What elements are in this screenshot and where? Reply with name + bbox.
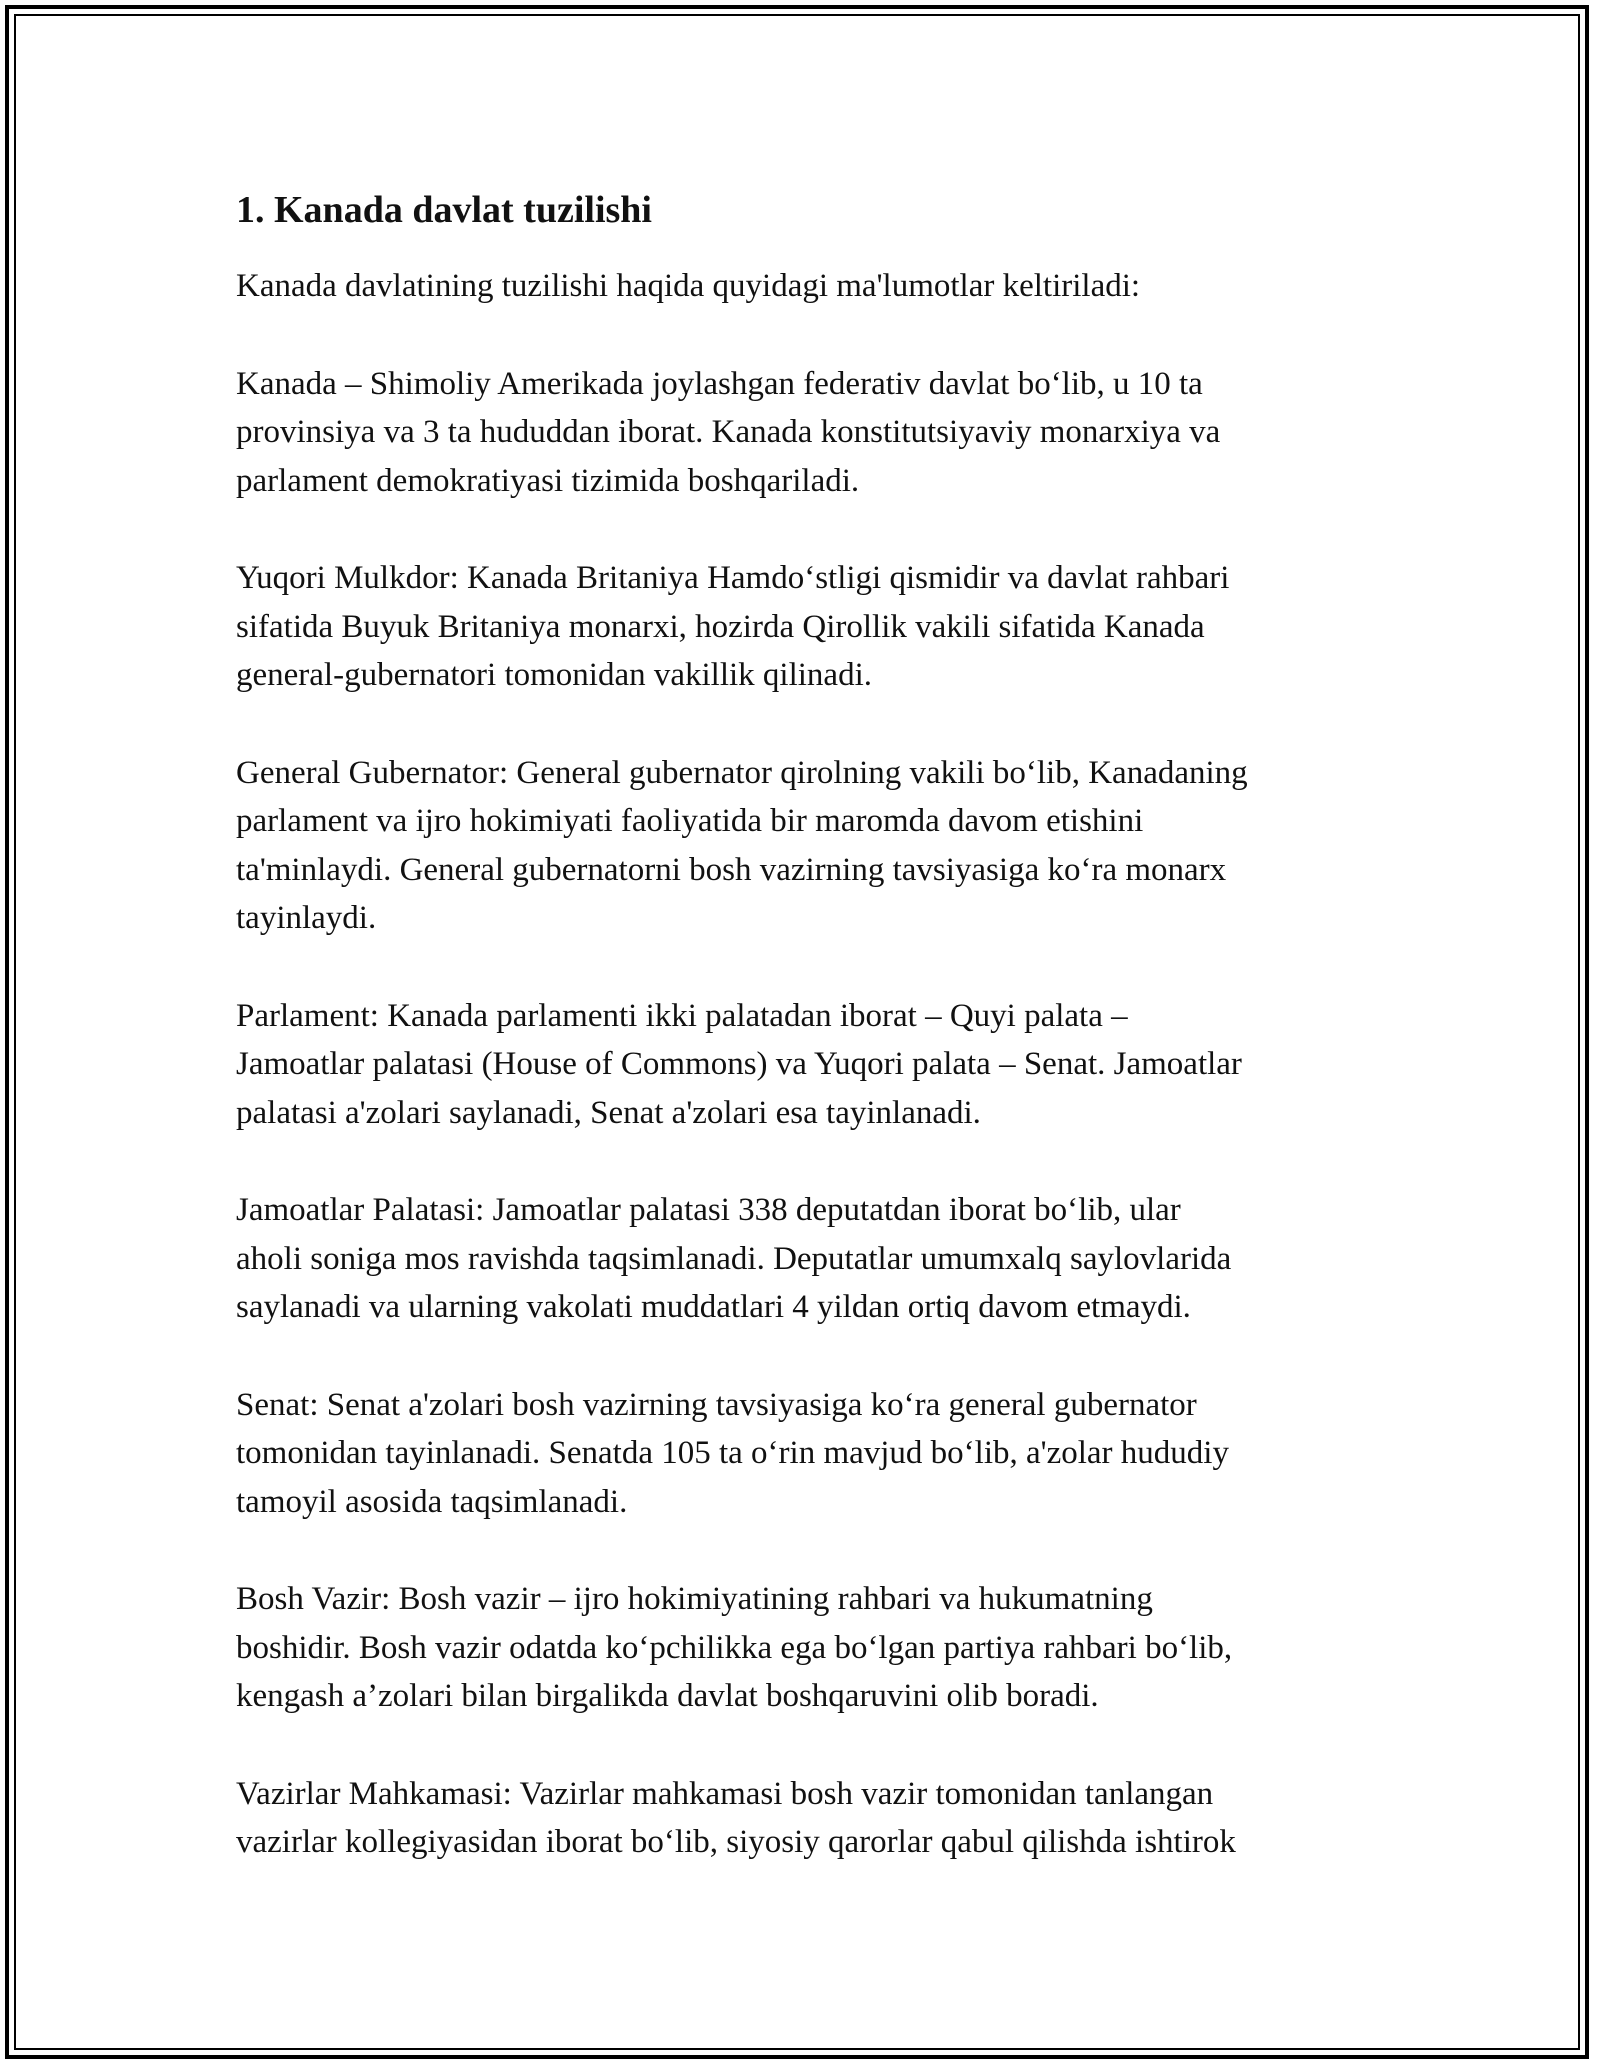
text-line: vazirlar kollegiyasidan iborat bo‘lib, siyosiy qarorlar qabul qilishda ishtirok bbox=[236, 1824, 1236, 1860]
paragraph-kanada bbox=[236, 360, 1376, 506]
text-line: Senat: Senat a'zolari bosh vazirning tavsiyasiga ko‘ra general gubernator bbox=[236, 1386, 1197, 1423]
text-line: provinsiya va 3 ta hududdan iborat. Kanada konstitutsiyaviy monarxiya va bbox=[236, 414, 1221, 450]
text-line: tomonidan tayinlanadi. Senatda 105 ta o‘rin mavjud bo‘lib, a'zolar hududiy bbox=[236, 1435, 1229, 1471]
text-line: tamoyil asosida taqsimlanadi. bbox=[236, 1483, 628, 1520]
text-line: Bosh Vazir: Bosh vazir – ijro hokimiyatining rahbari va hukumatning bbox=[236, 1581, 1153, 1617]
paragraph-intro bbox=[236, 262, 1376, 311]
text-line: palatasi a'zolari saylanadi, Senat a'zolari esa tayinlanadi. bbox=[236, 1094, 981, 1131]
text-line: general-gubernatori tomonidan vakillik qilinadi. bbox=[236, 657, 872, 693]
text-line: Jamoatlar palatasi (House of Commons) va Yuqori palata – Senat. Jamoatlar bbox=[236, 1046, 1242, 1082]
text-line: Parlament: Kanada parlamenti ikki palatadan iborat – Quyi palata – bbox=[236, 997, 1128, 1034]
paragraph-general-gubernator bbox=[236, 749, 1376, 943]
text-line: Kanada davlatining tuzilishi haqida quyidagi ma'lumotlar keltiriladi: bbox=[236, 268, 1141, 304]
paragraph-bosh-vazir bbox=[236, 1575, 1376, 1721]
text-line: parlament demokratiyasi tizimida boshqariladi. bbox=[236, 462, 860, 499]
text-line: parlament va ijro hokimiyati faoliyatida bir maromda davom etishini bbox=[236, 803, 1144, 839]
paragraph-yuqori-mulkdor bbox=[236, 554, 1376, 700]
text-line: Yuqori Mulkdor: Kanada Britaniya Hamdo‘stligi qismidir va davlat rahbari bbox=[236, 560, 1230, 596]
text-line: Kanada – Shimoliy Amerikada joylashgan federativ davlat bo‘lib, u 10 ta bbox=[236, 365, 1203, 402]
text-line: General Gubernator: General gubernator qirolning vakili bo‘lib, Kanadaning bbox=[236, 754, 1248, 791]
text-line: boshidir. Bosh vazir odatda ko‘pchilikka ega bo‘lgan partiya rahbari bo‘lib, bbox=[236, 1629, 1233, 1666]
paragraph-jamoatlar-palatasi bbox=[236, 1186, 1376, 1332]
document-body bbox=[236, 186, 1376, 1916]
paragraph-parlament bbox=[236, 992, 1376, 1138]
text-line: tayinlaydi. bbox=[236, 900, 377, 936]
page-title: 1. Kanada davlat tuzilishi bbox=[236, 189, 652, 231]
text-line: aholi soniga mos ravishda taqsimlanadi. Deputatlar umumxalq saylovlarida bbox=[236, 1240, 1232, 1277]
text-line: ta'minlaydi. General gubernatorni bosh vazirning tavsiyasiga ko‘ra monarx bbox=[236, 851, 1227, 888]
text-line: Vazirlar Mahkamasi: Vazirlar mahkamasi bosh vazir tomonidan tanlangan bbox=[236, 1775, 1214, 1812]
text-line: Jamoatlar Palatasi: Jamoatlar palatasi 338 deputatdan iborat bo‘lib, ular bbox=[236, 1192, 1181, 1228]
paragraph-senat bbox=[236, 1381, 1376, 1527]
text-line: kengash a’zolari bilan birgalikda davlat boshqaruvini olib boradi. bbox=[236, 1678, 1099, 1714]
text-line: sifatida Buyuk Britaniya monarxi, hozirda Qirollik vakili sifatida Kanada bbox=[236, 608, 1205, 645]
text-line: saylanadi va ularning vakolati muddatlari 4 yildan ortiq davom etmaydi. bbox=[236, 1289, 1191, 1325]
paragraph-vazirlar-mahkamasi bbox=[236, 1770, 1376, 1867]
